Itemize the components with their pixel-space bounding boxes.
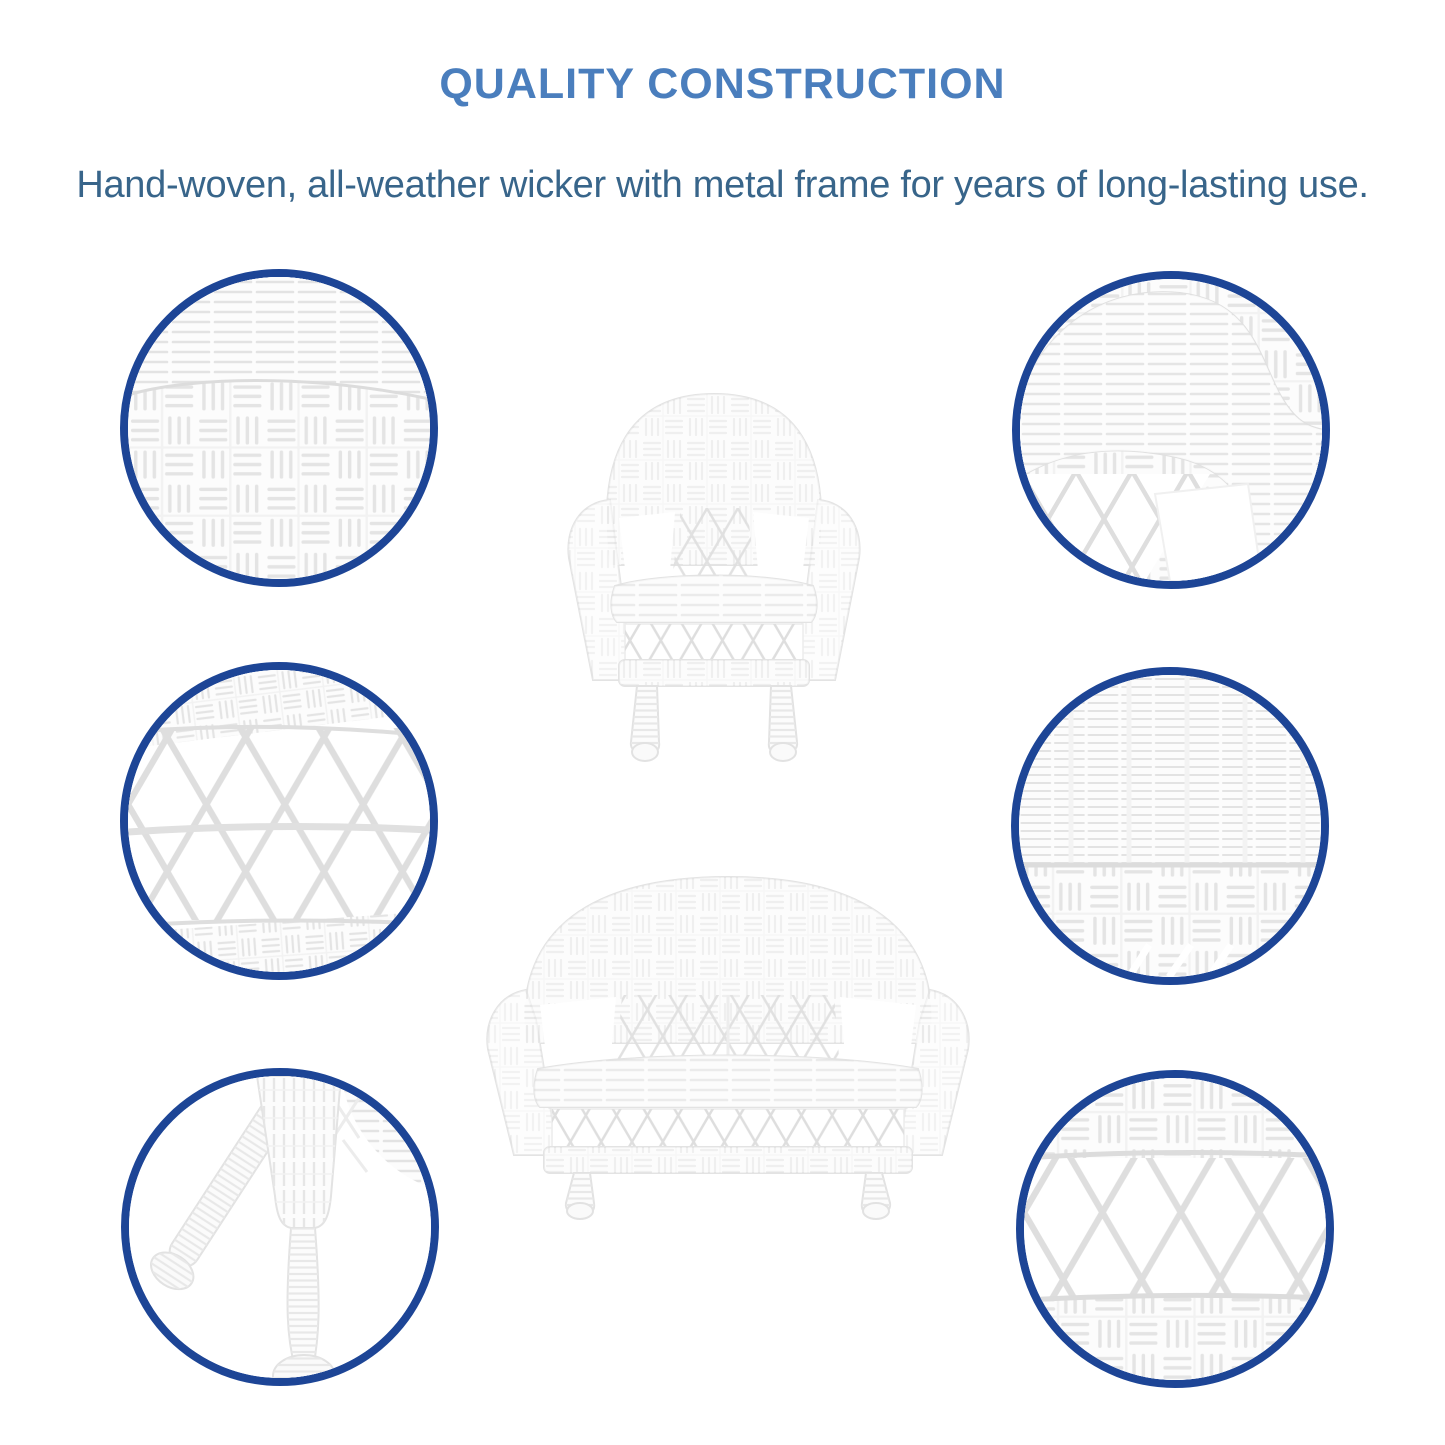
detail-circle-armrest-corner — [1012, 271, 1330, 589]
tight-horizontal-weave-closeup-icon — [1019, 675, 1321, 977]
wicker-armchair-front-view — [553, 350, 875, 762]
detail-circle-tight-weave — [1011, 667, 1329, 985]
basket-weave-closeup-icon — [128, 277, 430, 579]
diamond-lattice-weave-closeup-icon — [128, 670, 430, 972]
detail-circle-basket-weave — [120, 269, 438, 587]
detail-circle-cross-lattice — [1016, 1070, 1334, 1388]
woven-armrest-corner-closeup-icon — [1020, 279, 1322, 581]
cross-lattice-weave-closeup-icon — [1024, 1078, 1326, 1380]
detail-circle-wrapped-legs — [121, 1068, 439, 1386]
page-title: QUALITY CONSTRUCTION — [439, 60, 1006, 108]
wicker-chair-image — [553, 350, 875, 762]
wrapped-wicker-legs-closeup-icon — [129, 1076, 431, 1378]
detail-circle-diamond-lattice — [120, 662, 438, 980]
page-subtitle: Hand-woven, all-weather wicker with metal frame for years of long-lasting use. — [76, 164, 1369, 206]
wicker-loveseat-image — [478, 825, 978, 1220]
wicker-loveseat-front-view — [478, 825, 978, 1220]
